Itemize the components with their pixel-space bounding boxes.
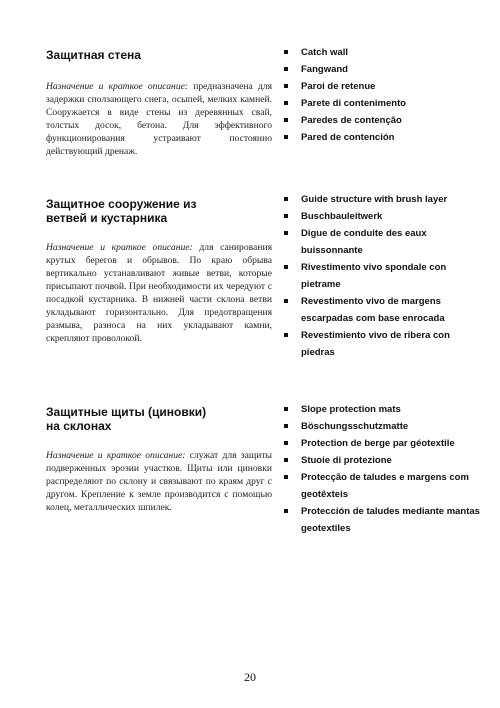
bullet-icon bbox=[284, 214, 288, 218]
entry-description bbox=[46, 241, 272, 345]
translation-list bbox=[281, 191, 481, 361]
bullet-icon bbox=[284, 458, 288, 462]
translation-item: Rivestimento vivo spondale con pietrame bbox=[281, 259, 481, 293]
bullet-icon bbox=[284, 333, 288, 337]
bullet-icon bbox=[284, 424, 288, 428]
translation-item: Pared de contención bbox=[281, 129, 481, 146]
translation-item: Fangwand bbox=[281, 61, 481, 78]
translation-item: Protección de taludes mediante mantas geotextiles bbox=[281, 503, 481, 537]
entry-title: Защитные щиты (циновки) на склонах bbox=[46, 405, 207, 433]
bullet-icon bbox=[284, 231, 288, 235]
translation-item: Catch wall bbox=[281, 44, 481, 61]
translation-item: Parete di contenimento bbox=[281, 95, 481, 112]
translation-item: Buschbauleitwerk bbox=[281, 208, 481, 225]
translation-list bbox=[281, 401, 481, 537]
description-text: служат для защиты подверженных эрозии участков. Щиты или циновки распределяют по склону и связывают по краям друг с другом. Крепление к земле производится с помощью колец, металлических шпилек. bbox=[46, 450, 272, 513]
bullet-icon bbox=[284, 135, 288, 139]
description-label: Назначение и краткое описание: bbox=[46, 81, 189, 92]
description-label: Назначение и краткое описание: bbox=[46, 450, 186, 461]
translation-item: Guide structure with brush layer bbox=[281, 191, 481, 208]
translation-item: Paredes de contenção bbox=[281, 112, 481, 129]
bullet-icon bbox=[284, 509, 288, 513]
description-label: Назначение и краткое описание: bbox=[46, 242, 193, 253]
translation-list bbox=[281, 44, 481, 146]
translation-item: Revestimiento vivo de ribera con piedras bbox=[281, 327, 481, 361]
bullet-icon bbox=[284, 441, 288, 445]
bullet-icon bbox=[284, 475, 288, 479]
bullet-icon bbox=[284, 118, 288, 122]
entry-description bbox=[46, 80, 272, 158]
entry-title: Защитное сооружение из ветвей и кустарника bbox=[46, 197, 197, 225]
translation-item: Revestimento vivo de margens escarpadas com base enrocada bbox=[281, 293, 481, 327]
translation-item: Digue de conduite des eaux buissonnante bbox=[281, 225, 481, 259]
page-number: 20 bbox=[244, 670, 256, 684]
translation-item: Protection de berge par géotextile bbox=[281, 435, 481, 452]
entry-title: Защитная стена bbox=[46, 48, 141, 62]
translation-item: Slope protection mats bbox=[281, 401, 481, 418]
translation-item: Protecção de taludes e margens com geotêxteis bbox=[281, 469, 481, 503]
bullet-icon bbox=[284, 197, 288, 201]
bullet-icon bbox=[284, 265, 288, 269]
description-text: предназначена для задержки сползающего снега, осыпей, мелких камней. Сооружается в виде стены из деревянных свай, толстых досок, бетона. Для эффективного функционирования устраивают постоянно действующий дренаж. bbox=[46, 81, 273, 157]
bullet-icon bbox=[284, 84, 288, 88]
translation-item: Böschungsschutzmatte bbox=[281, 418, 481, 435]
bullet-icon bbox=[284, 407, 288, 411]
translation-item: Paroi de retenue bbox=[281, 78, 481, 95]
translation-item: Stuoie di protezione bbox=[281, 452, 481, 469]
bullet-icon bbox=[284, 67, 288, 71]
bullet-icon bbox=[284, 50, 288, 54]
description-text: для санирования крутых берегов и обрывов. По краю обрыва вертикально устанавливают живые ветви, которые присыпают почвой. При необходимости их чередуют с посадкой кустарника. В нижней части склона ветви укладывают горизонтально. Для предотвращения размыва, разноса на них укладывают камни, скрепляют проволокой. bbox=[46, 242, 272, 344]
bullet-icon bbox=[284, 101, 288, 105]
entry-description bbox=[46, 449, 272, 514]
bullet-icon bbox=[284, 299, 288, 303]
